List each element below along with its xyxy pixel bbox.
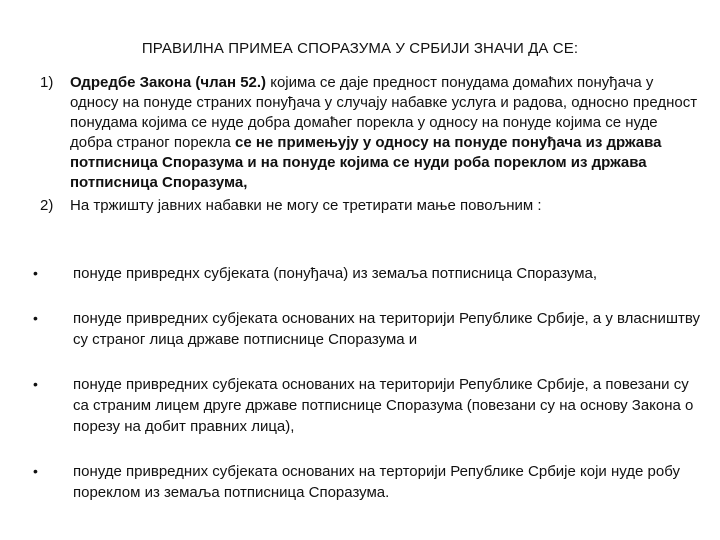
- bullet-text: понуде привреднх субјеката (понуђача) из земаља потписница Споразума,: [73, 265, 598, 282]
- slide-title: ПРАВИЛНА ПРИМЕА СПОРАЗУМА У СРБИЈИ ЗНАЧИ ДА СЕ:: [141, 40, 579, 57]
- bullet-list: [33, 263, 703, 527]
- item-text: На тржишту јавних набавки не могу се третирати мање повољним :: [70, 197, 542, 214]
- law-reference: Одредбе Закона (члан 52.): [70, 74, 267, 91]
- bullet-icon: •: [33, 463, 38, 479]
- item-emphasis: се не примењују у односу на понуде понуђача из држава потписница Споразума и на понуде којима се нуди роба пореклом из држава потписница Споразума,: [70, 134, 662, 191]
- numbered-item-2: [40, 196, 700, 216]
- item-number: 1): [40, 74, 54, 91]
- item-text: којима се даје предност понудама домаћих понуђача у односу на понуде страних понуђача у случају набавке услуга и радова, односно предност понудама којима се нуде добра домаћег порекла у односу на понуде којима се нуде добра страног порекла: [70, 74, 698, 151]
- bullet-text: понуде привредних субјеката основаних на терторији Републике Србије који нуде робу пореклом из земаља потписница Споразума.: [73, 463, 680, 501]
- numbered-item-1: [40, 73, 700, 193]
- bullet-item-1: [33, 263, 703, 284]
- bullet-item-2: [33, 308, 703, 350]
- bullet-item-3: [33, 374, 703, 437]
- bullet-text: понуде привредних субјеката основаних на територији Републике Србије, а повезани су са страним лицем друге државе потписнице Споразума (повезани су на основу Закона о порезу на добит правних лица),: [73, 376, 694, 435]
- bullet-icon: •: [33, 310, 38, 326]
- bullet-icon: •: [33, 265, 38, 281]
- bullet-text: понуде привредних субјеката основаних на територији Републике Србије, а у власништву су страног лица државе потписнице Споразума и: [73, 310, 700, 348]
- numbered-list: [40, 73, 700, 216]
- bullet-icon: •: [33, 376, 38, 392]
- item-number: 2): [40, 197, 54, 214]
- bullet-item-4: [33, 461, 703, 503]
